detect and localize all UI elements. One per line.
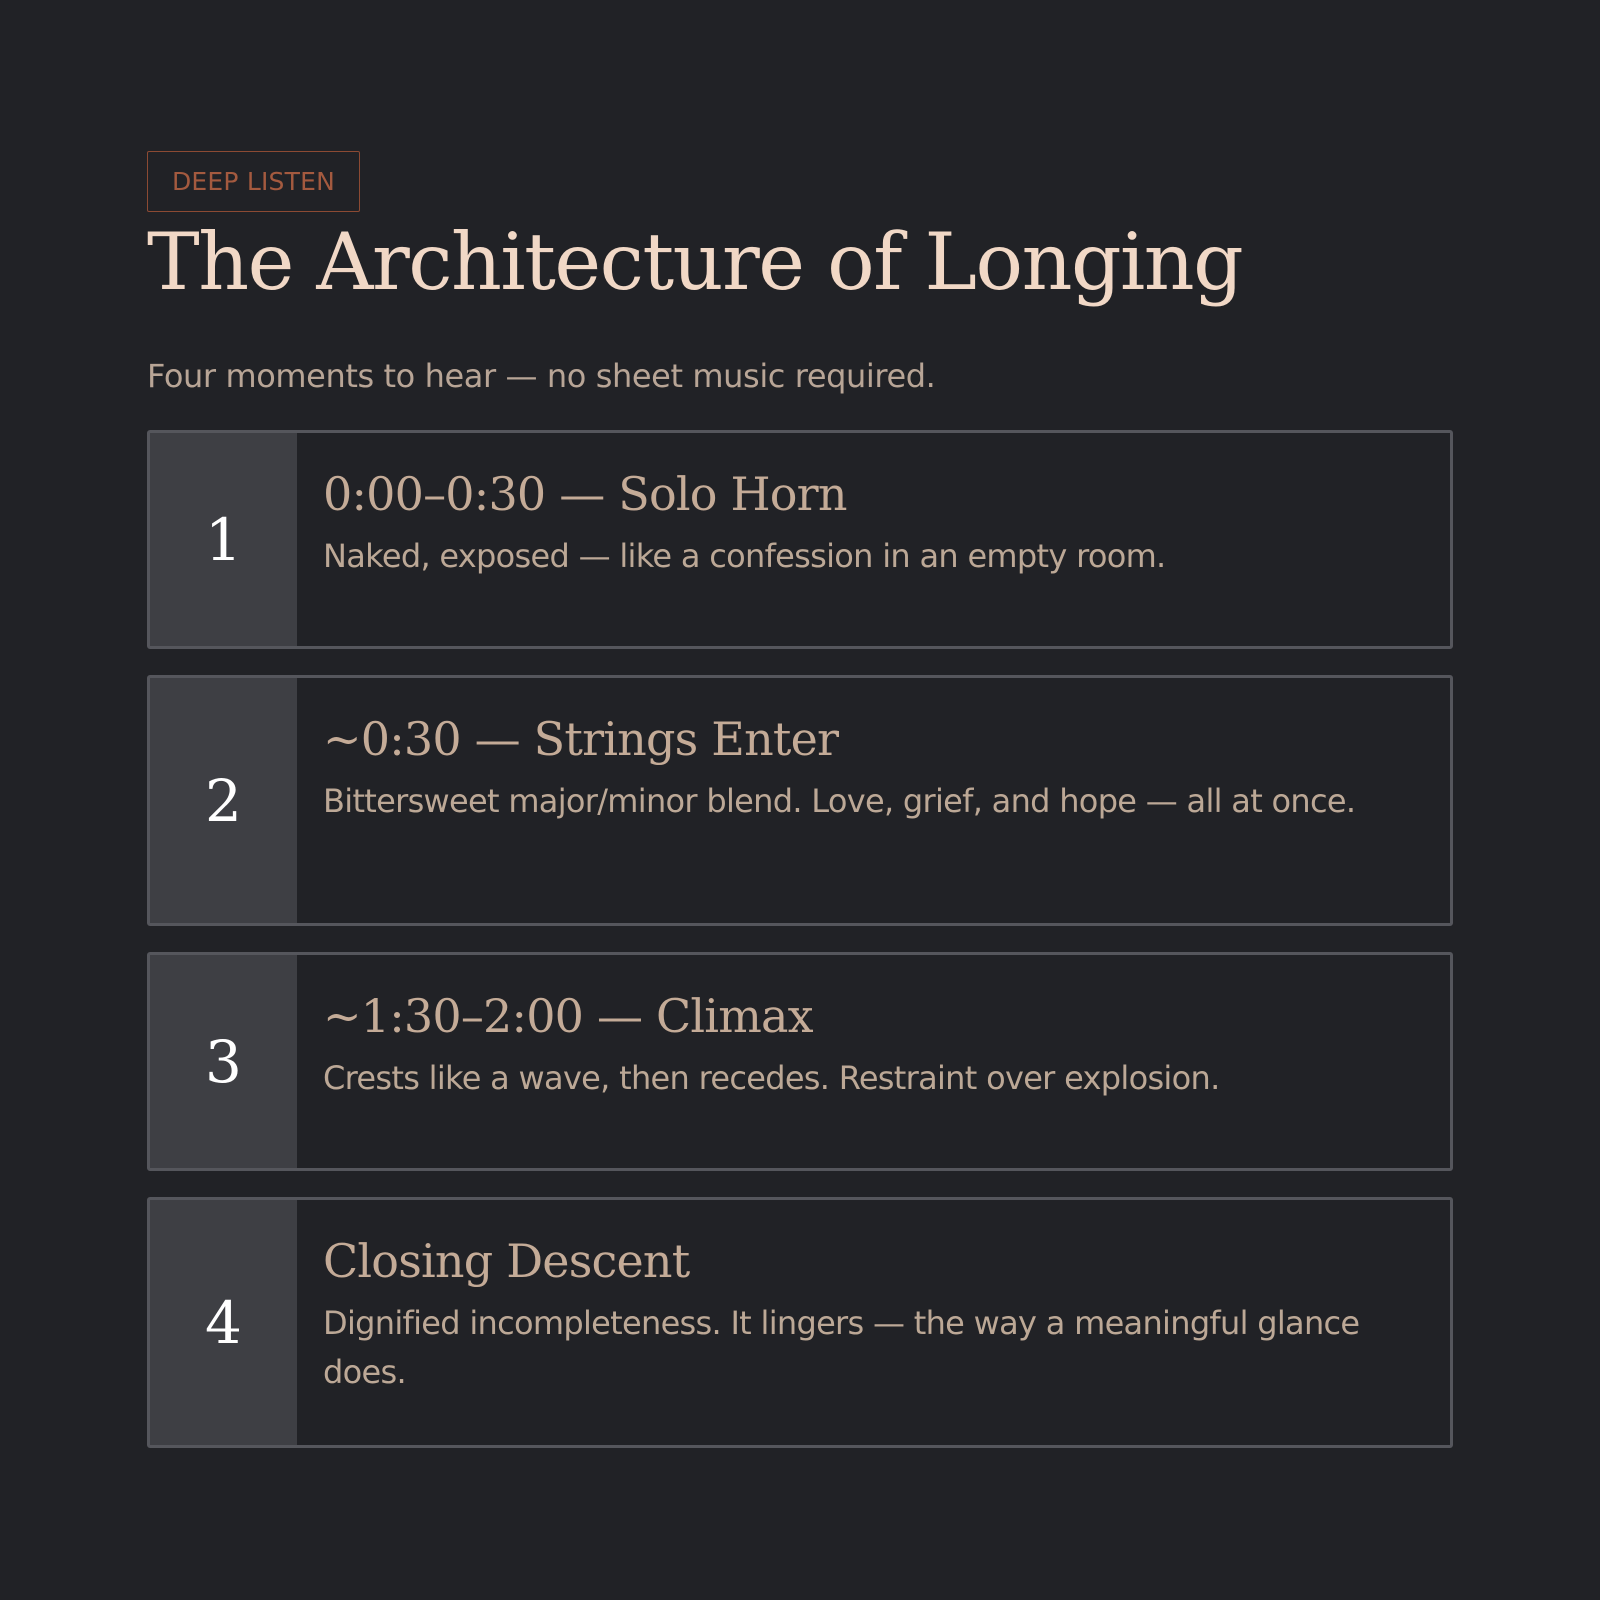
moment-card-4 <box>147 1197 1453 1448</box>
moment-number-panel <box>150 678 297 923</box>
moment-content <box>297 1200 1450 1445</box>
moment-number: 2 <box>205 766 242 835</box>
page-subtitle: Four moments to hear — no sheet music required. <box>147 357 936 395</box>
moment-number: 1 <box>205 505 242 574</box>
deep-listen-tag: DEEP LISTEN <box>147 151 360 212</box>
moment-number-panel <box>150 955 297 1168</box>
moment-card-3 <box>147 952 1453 1171</box>
moment-content <box>297 678 1450 923</box>
moment-content <box>297 955 1450 1168</box>
moment-content <box>297 433 1450 646</box>
moment-description: Naked, exposed — like a confession in an empty room. <box>323 537 1166 575</box>
moment-number: 3 <box>205 1027 242 1096</box>
moment-heading: Closing Descent <box>323 1234 690 1288</box>
moment-number: 4 <box>205 1288 242 1357</box>
moment-description: Crests like a wave, then recedes. Restraint over explosion. <box>323 1059 1220 1097</box>
moment-number-panel <box>150 433 297 646</box>
moment-description: Dignified incompleteness. It lingers — the way a meaningful glance does. <box>323 1304 1360 1391</box>
moment-number-panel <box>150 1200 297 1445</box>
moment-card-2 <box>147 675 1453 926</box>
moment-description: Bittersweet major/minor blend. Love, grief, and hope — all at once. <box>323 782 1356 820</box>
page-title: The Architecture of Longing <box>147 216 1243 308</box>
moment-heading: ~1:30–2:00 — Climax <box>323 989 813 1043</box>
moment-card-1 <box>147 430 1453 649</box>
moment-heading: 0:00–0:30 — Solo Horn <box>323 467 847 521</box>
moment-heading: ~0:30 — Strings Enter <box>323 712 839 766</box>
